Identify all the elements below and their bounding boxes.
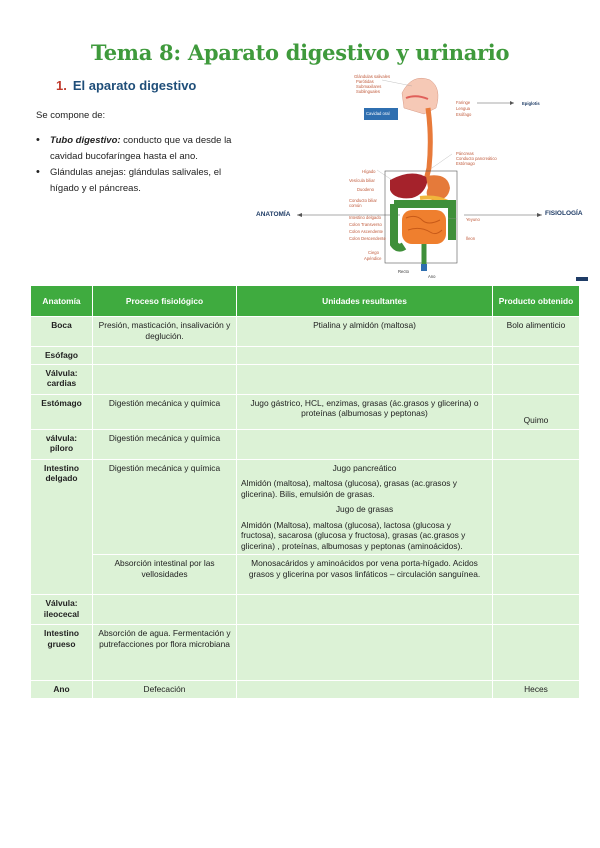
label-ileon: Íleon [466,236,476,241]
cell-units [237,364,493,394]
cell-units: Jugo gástrico, HCL, enzimas, grasas (ác.grasos y glicerina) o proteínas (albumosas y peptonas) [237,394,493,429]
cell-product [493,429,580,459]
label-yeyuno: Yeyuno [466,217,480,222]
digestion-table [30,285,580,699]
cell-units [237,429,493,459]
digestive-system-illustration [252,68,592,280]
bullet-list [36,133,251,197]
bullet-bold: Tubo digestivo: [50,135,121,146]
cell-process [93,364,237,394]
anatomy-label: ANATOMÍA [256,211,291,218]
label-ano: Ano [428,274,436,279]
cell-anatomy: Estómago [31,394,93,429]
cell-product [493,625,580,681]
cell-anatomy: Boca [31,317,93,347]
cell-units [237,347,493,365]
table-row [31,681,580,699]
bullet-text: conducto que va desde la cavidad bucofaríngea hasta el ano. [50,135,232,162]
cell-anatomy: Válvula: ileocecal [31,595,93,625]
table-row [31,555,580,595]
cell-process: Defecación [93,681,237,699]
header-producto: Producto obtenido [493,286,580,317]
digestive-diagram [252,68,592,280]
cell-units [237,681,493,699]
intro-text: Se compone de: [36,110,106,121]
bullet-text: Glándulas anejas: glándulas salivales, el hígado y el páncreas. [50,167,222,194]
cell-process: Digestión mecánica y química [93,459,237,555]
section-heading [56,78,196,93]
cell-anatomy: Válvula: cardias [31,364,93,394]
units-subheading: Jugo de grasas [335,504,394,514]
label-parotidas: Parótidas [356,79,374,84]
header-unidades: Unidades resultantes [237,286,493,317]
cell-units [237,625,493,681]
table-header-row [31,286,580,317]
cell-product: Bolo alimenticio [493,317,580,347]
cell-units [237,459,493,555]
label-higado: Hígado [362,169,376,174]
cell-units: Monosacáridos y aminoácidos por vena porta-hígado. Acidos grasos y glicerina por vasos linfáticos – circulación sanguínea. [237,555,493,595]
page-title: Tema 8: Aparato digestivo y urinario [90,40,510,65]
decorative-marker [576,277,588,281]
section-heading-text: El aparato digestivo [72,78,197,93]
units-paragraph: Almidón (maltosa), maltosa (glucosa), grasas (ac.grasos y glicerina). Bilis, emulsión de grasas. [241,478,457,499]
bullet-item [36,133,251,164]
cell-units: Ptialina y almidón (maltosa) [237,317,493,347]
header-anatomia: Anatomía [31,286,93,317]
cell-process [93,595,237,625]
label-glandulas-salivales: Glándulas salivales [354,74,391,79]
table-row [31,347,580,365]
label-esofago: Esófago [456,112,472,117]
label-colon-ascendente: Colon Ascendente [349,229,383,234]
cell-process: Digestión mecánica y química [93,394,237,429]
cell-process [93,347,237,365]
label-submaxilares: Submaxilares [356,84,382,89]
cell-anatomy: válvula: píloro [31,429,93,459]
bullet-item [36,165,251,196]
cell-process: Presión, masticación, insalivación y deglución. [93,317,237,347]
table-row [31,364,580,394]
label-intestino-delgado: Intestino delgado [349,215,381,220]
cell-product [493,555,580,595]
table-row [31,459,580,555]
cell-product: Heces [493,681,580,699]
cell-process: Digestión mecánica y química [93,429,237,459]
label-cavidad-oral: Cavidad oral [366,111,390,116]
units-subheading: Jugo pancreático [332,462,397,473]
cell-process: Absorción de agua. Fermentación y putrefacciones por flora microbiana [93,625,237,681]
label-faringe: Faringe [456,100,471,105]
label-colon-transverso: Colon Transverso [349,222,382,227]
label-conducto-pancreatico: Conducto pancreático [456,156,497,161]
label-recto: Recto [398,269,409,274]
label-duodeno: Duodeno [357,187,374,192]
label-vesicula-biliar: Vesícula biliar [349,178,375,183]
label-lengua: Lengua [456,106,470,111]
cell-product [493,459,580,555]
table-row [31,595,580,625]
cell-anatomy: Intestino grueso [31,625,93,681]
header-proceso: Proceso fisiológico [93,286,237,317]
cell-anatomy: Esófago [31,347,93,365]
label-colon-descendente: Colon Descendente [349,236,386,241]
label-estomago: Estómago [456,161,475,166]
cell-product: Quimo [493,394,580,429]
cell-product [493,364,580,394]
cell-product [493,347,580,365]
table-row [31,429,580,459]
label-sublinguales: Sublinguales [356,89,380,94]
table-row [31,317,580,347]
units-paragraph: Almidón (Maltosa), maltosa (glucosa), lactosa (glucosa y fructosa), sacarosa (glucosa y fructosa), grasas (ac.grasos y glicerina) , proteínas, albumosas y peptonas (aminoácidos). [241,519,466,551]
label-conducto-biliar: Conducto biliar común [349,198,377,208]
label-epiglotis: Epiglotis [522,101,540,106]
table-row [31,394,580,429]
label-pancreas: Páncreas [456,151,474,156]
cell-anatomy: Intestino delgado [31,459,93,595]
table-row [31,625,580,681]
physiology-label: FISIOLOGÍA [545,210,583,217]
label-ciego: Ciego [368,250,379,255]
cell-anatomy: Ano [31,681,93,699]
section-number: 1. [56,78,67,93]
cell-process: Absorción intestinal por las vellosidades [93,555,237,595]
cell-product [493,595,580,625]
cell-units [237,595,493,625]
label-apendice: Apéndice [364,256,382,261]
